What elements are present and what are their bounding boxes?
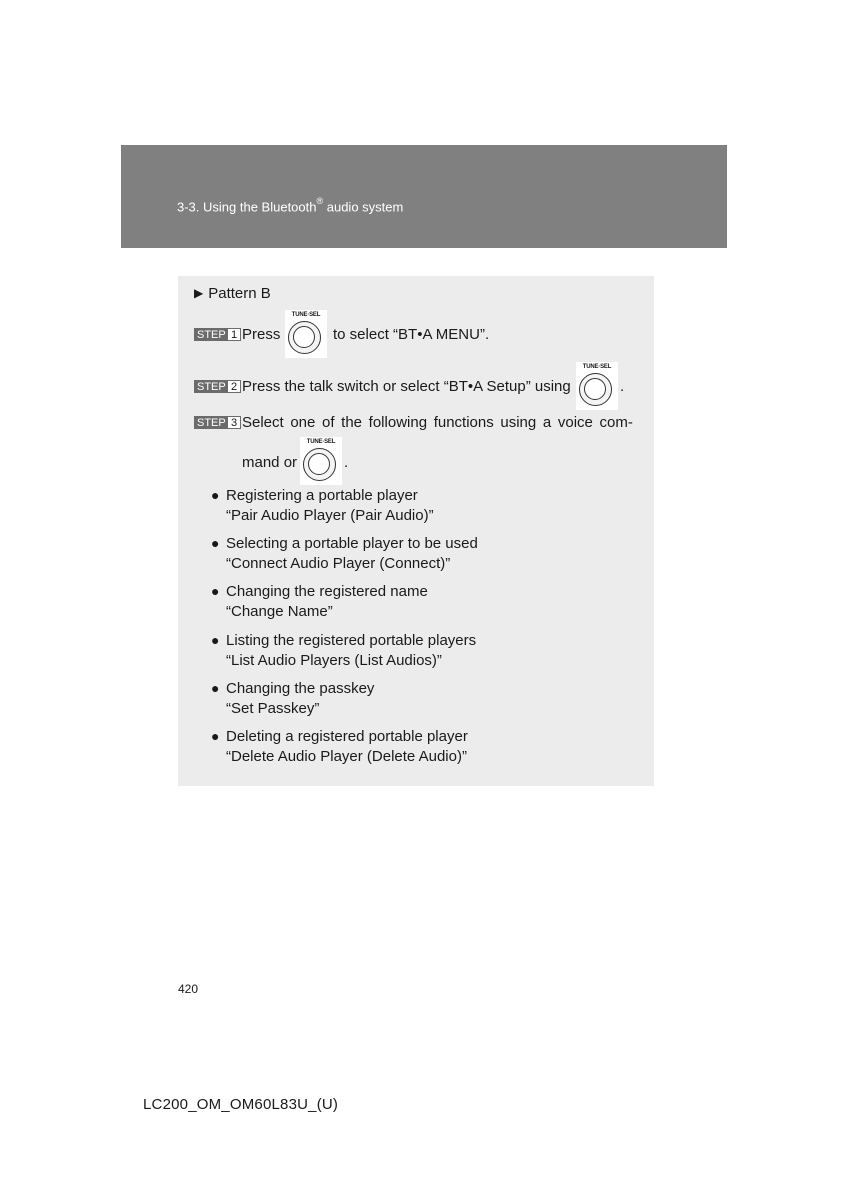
step-badge-2: STEP 2 [194, 380, 241, 393]
list-item: ● Selecting a portable player to be used “Connect Audio Player (Connect)” [211, 535, 478, 572]
bullet-icon: ● [211, 583, 220, 599]
step-1-text-before: Press [242, 326, 281, 343]
instruction-box [178, 276, 654, 786]
step-badge-1: STEP 1 [194, 328, 241, 341]
bullet-icon: ● [211, 535, 220, 551]
voice-command: “Change Name” [226, 603, 333, 620]
list-item: ● Listing the registered portable players “List Audio Players (List Audios)” [211, 632, 477, 669]
step-1-text-after: to select “BT•A MENU”. [333, 326, 490, 343]
bullet-icon: ● [211, 728, 220, 744]
section-title: 3-3. Using the Bluetooth® audio system [177, 196, 404, 215]
bullet-icon: ● [211, 632, 220, 648]
bullet-icon: ● [211, 680, 220, 696]
triangle-marker-icon: ▶ [194, 286, 204, 300]
tune-sel-knob-icon: TUNE·SEL [576, 362, 618, 410]
list-item: ● Changing the passkey “Set Passkey” [211, 680, 375, 717]
step-2-text-after: . [620, 378, 625, 395]
registered-trademark-mark: ® [316, 196, 324, 206]
voice-command: “Connect Audio Player (Connect)” [226, 555, 451, 572]
list-item: ● Changing the registered name “Change Name” [211, 583, 428, 620]
step-2-text-before: Press the talk switch or select “BT•A Setup” using [242, 378, 571, 395]
voice-command: “Set Passkey” [226, 700, 320, 717]
step-3-text-line-2: mand or [242, 454, 298, 471]
document-code: LC200_OM_OM60L83U_(U) [143, 1096, 339, 1113]
voice-command: “Pair Audio Player (Pair Audio)” [226, 507, 434, 524]
page-number: 420 [178, 982, 199, 996]
tune-sel-knob-icon: TUNE·SEL [300, 437, 342, 485]
section-header-band [121, 145, 727, 248]
step-3-text-after: . [344, 454, 349, 471]
list-item: ● Registering a portable player “Pair Audio Player (Pair Audio)” [211, 487, 434, 524]
tune-sel-knob-icon: TUNE·SEL [285, 310, 327, 358]
step-3-text-line-1: Select one of the following functions using a voice com- [242, 414, 633, 431]
pattern-heading: ▶ Pattern B [194, 285, 271, 302]
voice-command: “List Audio Players (List Audios)” [226, 652, 442, 669]
voice-command: “Delete Audio Player (Delete Audio)” [226, 748, 467, 765]
bullet-icon: ● [211, 487, 220, 503]
list-item: ● Deleting a registered portable player “Delete Audio Player (Delete Audio)” [211, 728, 468, 765]
step-badge-3: STEP 3 [194, 416, 241, 429]
